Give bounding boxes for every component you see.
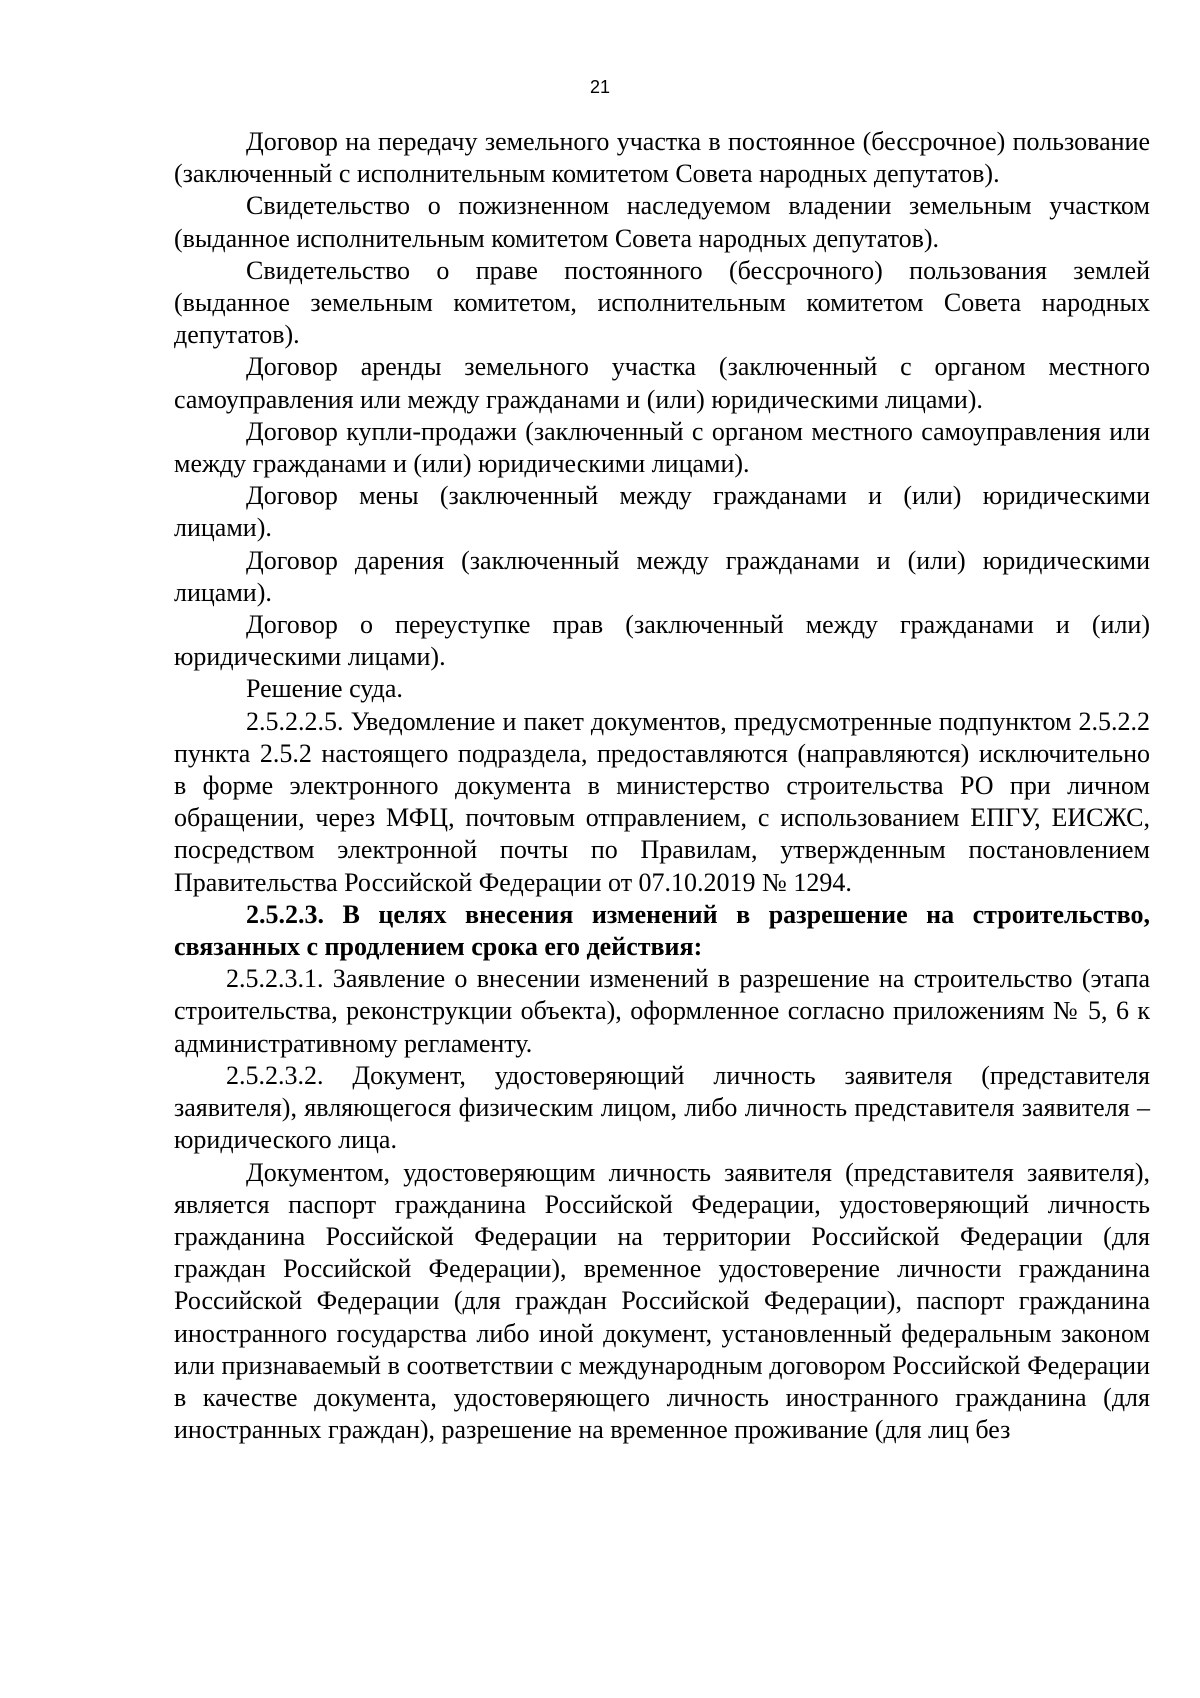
paragraph-lease-contract: Договор аренды земельного участка (заключенный с органом местного самоуправления или между гражданами и (или) юридическими лицами). [174, 352, 1150, 414]
paragraph-sale-contract: Договор купли-продажи (заключенный с органом местного самоуправления или между гражданами и (или) юридическими лицами). [174, 416, 1150, 479]
paragraph-exchange-contract: Договор мены (заключенный между гражданами и (или) юридическими лицами). [174, 481, 1150, 543]
paragraph-identity-documents: Документом, удостоверяющим личность заявителя (представителя заявителя), является паспорт гражданина Российской Федерации, удостоверяющий личность гражданина Российской Федерации на территории Российской Федерации (для граждан Российской Федерации), временное удостоверение личности гражданина Российской Федерации (для граждан Российской Федерации), паспорт гражданина иностранного государства либо иной документ, установленный федеральным законом или признаваемый в соответствии с международным договором Российской Федерации в качестве документа, удостоверяющего личность иностранного гражданина (для иностранных граждан), разрешение на временное проживание (для лиц без [174, 1157, 1150, 1445]
paragraph-land-transfer-contract: Договор на передачу земельного участка в постоянное (бессрочное) пользование (заключенный с исполнительным комитетом Совета народных депутатов). [174, 127, 1150, 189]
page-number: 21 [589, 77, 611, 97]
document-body [174, 126, 1150, 1446]
paragraph-court-decision: Решение суда. [246, 674, 403, 704]
paragraph-2-5-2-2-5: 2.5.2.2.5. Уведомление и пакет документов, предусмотренные подпунктом 2.5.2.2 пункта 2.5.2 настоящего подраздела, предоставляются (направляются) исключительно в форме электронного документа в министерство строительства РО при личном обращении, через МФЦ, почтовым отправлением, с использованием ЕПГУ, ЕИСЖС, посредством электронной почты по Правилам, утвержденным постановлением Правительства Российской Федерации от 07.10.2019 № 1294. [174, 706, 1150, 897]
paragraph-2-5-2-3-2: 2.5.2.3.2. Документ, удостоверяющий личность заявителя (представителя заявителя), являющегося физическим лицом, либо личность представителя заявителя – юридического лица. [174, 1060, 1150, 1155]
paragraph-lifetime-possession-certificate: Свидетельство о пожизненном наследуемом владении земельным участком (выданное исполнительным комитетом Совета народных депутатов). [174, 191, 1150, 253]
paragraph-rights-assignment-contract: Договор о переуступке прав (заключенный между гражданами и (или) юридическими лицами). [174, 610, 1150, 672]
paragraph-gift-contract: Договор дарения (заключенный между гражданами и (или) юридическими лицами). [174, 545, 1150, 607]
paragraph-2-5-2-3-1: 2.5.2.3.1. Заявление о внесении изменений в разрешение на строительство (этапа строительства, реконструкции объекта), оформленное согласно приложениям № 5, 6 к административному регламенту. [174, 964, 1150, 1058]
section-heading-2-5-2-3: 2.5.2.3. В целях внесения изменений в разрешение на строительство, связанных с продлением срока его действия: [174, 899, 1150, 962]
paragraph-permanent-use-certificate: Свидетельство о праве постоянного (бессрочного) пользования землей (выданное земельным комитетом, исполнительным комитетом Совета народных депутатов). [174, 255, 1150, 350]
